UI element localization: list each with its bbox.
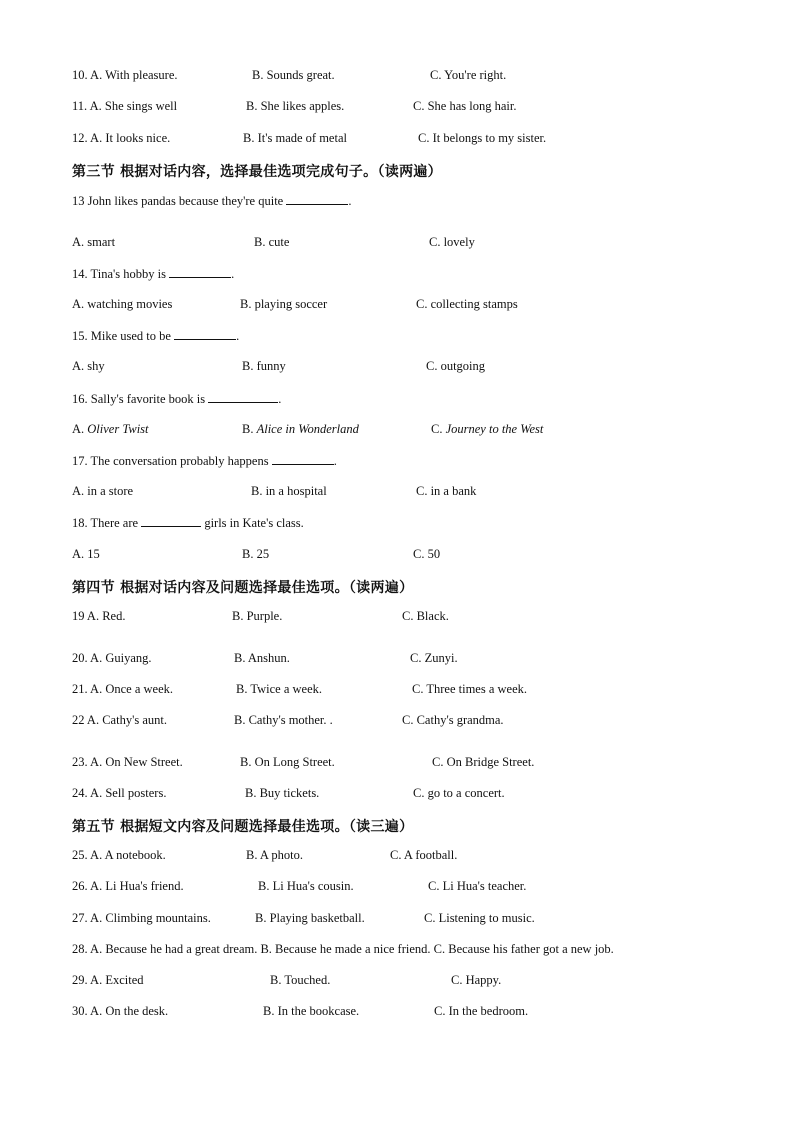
q14-option-a: A. watching movies [72, 297, 173, 311]
q20-option-c: C. Zunyi. [410, 651, 458, 665]
q23-option-b: B. On Long Street. [240, 755, 335, 769]
q14-option-c: C. collecting stamps [416, 297, 518, 311]
q24-option-c: C. go to a concert. [413, 786, 505, 800]
q23-option-c: C. On Bridge Street. [432, 755, 535, 769]
q11-option-c: C. She has long hair. [413, 99, 517, 113]
q21-option-b: B. Twice a week. [236, 682, 323, 696]
q16-option-c-title: Journey to the West [445, 422, 544, 436]
q20-option-b: B. Anshun. [234, 651, 290, 665]
question-17-stem [72, 453, 337, 469]
q29-option-b: B. Touched. [270, 973, 331, 987]
q15-answer-blank [174, 328, 236, 340]
q30-option-b: B. In the bookcase. [263, 1004, 360, 1018]
q13-option-a: A. smart [72, 235, 116, 249]
q13-option-c: C. lovely [429, 235, 475, 249]
q16-option-c [431, 422, 543, 437]
question-16-stem [72, 391, 281, 407]
q19-option-a: 19 A. Red. [72, 609, 126, 623]
q10-option-a: 10. A. With pleasure. [72, 68, 178, 82]
q17-option-c: C. in a bank [416, 484, 477, 498]
q15-option-a: A. shy [72, 359, 105, 373]
q29-option-a: 29. A. Excited [72, 973, 144, 987]
q26-option-b: B. Li Hua's cousin. [258, 879, 354, 893]
q13-answer-blank [286, 193, 348, 205]
q27-option-c: C. Listening to music. [424, 911, 535, 925]
q15-stem-end: . [236, 329, 240, 343]
q21-option-c: C. Three times a week. [412, 682, 528, 696]
q12-option-b: B. It's made of metal [243, 131, 347, 145]
q22-option-b: B. Cathy's mother. . [234, 713, 333, 727]
q17-option-b: B. in a hospital [251, 484, 327, 498]
q11-option-b: B. She likes apples. [246, 99, 345, 113]
q23-option-a: 23. A. On New Street. [72, 755, 183, 769]
q24-option-a: 24. A. Sell posters. [72, 786, 167, 800]
q16-option-a-letter: A. [72, 422, 85, 436]
q16-option-b [242, 422, 359, 437]
q30-option-a: 30. A. On the desk. [72, 1004, 169, 1018]
q28-options-text: 28. A. Because he had a great dream. B. Because he made a nice friend. C. Because his father got a new job. [72, 942, 614, 956]
section-3-heading: 第三节 根据对话内容，选择最佳选项完成句子。（读两遍） [72, 164, 442, 180]
q17-answer-blank [272, 453, 334, 465]
q16-option-a [72, 422, 149, 437]
q27-option-a: 27. A. Climbing mountains. [72, 911, 211, 925]
q13-stem-end: . [348, 194, 352, 208]
q26-option-a: 26. A. Li Hua's friend. [72, 879, 184, 893]
q15-stem-text: 15. Mike used to be [72, 329, 171, 343]
section-5-heading: 第五节 根据短文内容及问题选择最佳选项。（读三遍） [72, 819, 414, 835]
q18-option-a: A. 15 [72, 547, 100, 561]
q17-stem-end: . [333, 454, 337, 468]
question-28 [72, 942, 614, 957]
q18-stem-end: girls in Kate's class. [204, 516, 304, 530]
q12-option-a: 12. A. It looks nice. [72, 131, 171, 145]
q11-option-a: 11. A. She sings well [72, 99, 178, 113]
q14-stem-text: 14. Tina's hobby is [72, 267, 166, 281]
q30-option-c: C. In the bedroom. [434, 1004, 529, 1018]
q12-option-c: C. It belongs to my sister. [418, 131, 547, 145]
q24-option-b: B. Buy tickets. [245, 786, 320, 800]
q15-option-b: B. funny [242, 359, 286, 373]
q16-option-a-title: Oliver Twist [87, 422, 149, 436]
q10-option-b: B. Sounds great. [252, 68, 335, 82]
q19-option-c: C. Black. [402, 609, 449, 623]
q10-option-c: C. You're right. [430, 68, 507, 82]
q27-option-b: B. Playing basketball. [255, 911, 365, 925]
q16-option-b-title: Alice in Wonderland [256, 422, 359, 436]
q25-option-b: B. A photo. [246, 848, 303, 862]
q18-answer-blank [141, 515, 201, 527]
question-14-stem [72, 266, 234, 282]
q16-answer-blank [208, 391, 278, 403]
q25-option-c: C. A football. [390, 848, 458, 862]
q13-stem-text: 13 John likes pandas because they're quite [72, 194, 284, 208]
section-4-heading: 第四节 根据对话内容及问题选择最佳选项。（读两遍） [72, 580, 414, 596]
q25-option-a: 25. A. A notebook. [72, 848, 166, 862]
q16-option-c-letter: C. [431, 422, 443, 436]
q18-option-b: B. 25 [242, 547, 270, 561]
q17-option-a: A. in a store [72, 484, 134, 498]
q14-stem-end: . [231, 267, 235, 281]
q20-option-a: 20. A. Guiyang. [72, 651, 152, 665]
q16-option-b-letter: B. [242, 422, 254, 436]
q14-answer-blank [169, 266, 231, 278]
q16-stem-end: . [278, 392, 282, 406]
question-18-stem [72, 515, 304, 531]
q18-stem-text: 18. There are [72, 516, 139, 530]
q19-option-b: B. Purple. [232, 609, 283, 623]
q15-option-c: C. outgoing [426, 359, 486, 373]
q14-option-b: B. playing soccer [240, 297, 328, 311]
question-15-stem [72, 328, 239, 344]
question-13-stem [72, 193, 351, 209]
q17-stem-text: 17. The conversation probably happens [72, 454, 269, 468]
q26-option-c: C. Li Hua's teacher. [428, 879, 527, 893]
q13-option-b: B. cute [254, 235, 290, 249]
q22-option-c: C. Cathy's grandma. [402, 713, 504, 727]
q21-option-a: 21. A. Once a week. [72, 682, 174, 696]
q29-option-c: C. Happy. [451, 973, 502, 987]
q22-option-a: 22 A. Cathy's aunt. [72, 713, 167, 727]
q18-option-c: C. 50 [413, 547, 441, 561]
q16-stem-text: 16. Sally's favorite book is [72, 392, 206, 406]
